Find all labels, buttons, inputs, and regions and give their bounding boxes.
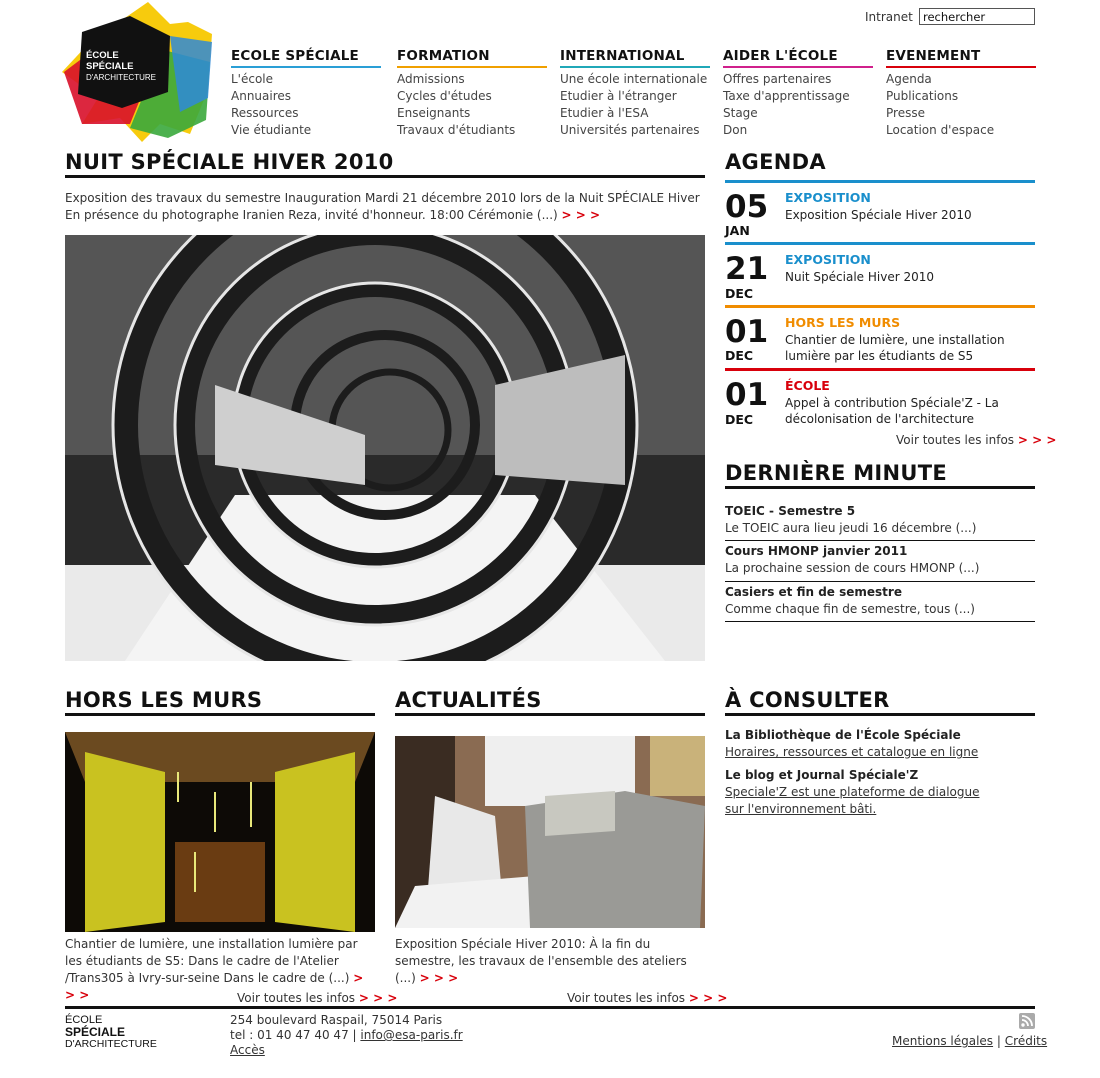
intranet-link[interactable]: Intranet: [865, 10, 913, 24]
nav-item[interactable]: Universités partenaires: [560, 123, 700, 137]
agenda-day: 05: [725, 189, 769, 225]
nav-underline: [560, 66, 710, 68]
nav-heading[interactable]: INTERNATIONAL: [560, 48, 685, 64]
hors-les-murs-text: Chantier de lumière, une installation lumière par les étudiants de S5: Dans le cadre de l'Atelier /Trans305 à Ivry-sur-seine Dans le cadre de (...): [65, 937, 358, 985]
consulter-list: [725, 727, 1035, 818]
agenda-category[interactable]: HORS LES MURS: [785, 315, 901, 330]
agenda-category[interactable]: EXPOSITION: [785, 252, 871, 267]
nav-item[interactable]: Offres partenaires: [723, 72, 832, 86]
hors-les-murs-more-link[interactable]: > > >: [65, 971, 364, 1002]
feature-summary: [65, 190, 705, 224]
agenda-event-text[interactable]: Appel à contribution Spéciale'Z - La décolonisation de l'architecture: [785, 396, 999, 426]
actualites-see-all-label[interactable]: Voir toutes les infos: [567, 991, 686, 1005]
nav-column-evenement: [886, 48, 1036, 139]
news-item[interactable]: [725, 543, 1035, 582]
footer-rule: [65, 1006, 1035, 1009]
consulter-item-link[interactable]: Horaires, ressources et catalogue en ligne: [725, 745, 979, 759]
news-item-text[interactable]: Le TOEIC aura lieu jeudi 16 décembre (...): [725, 521, 977, 535]
feature-title[interactable]: NUIT SPÉCIALE HIVER 2010: [65, 150, 705, 178]
hors-les-murs-photo[interactable]: [65, 732, 375, 932]
actualites-text: Exposition Spéciale Hiver 2010: À la fin du semestre, les travaux de l'ensemble des ateliers (...): [395, 937, 687, 985]
a-consulter-title[interactable]: À CONSULTER: [725, 688, 1035, 716]
nav-item[interactable]: Admissions: [397, 72, 465, 86]
actualites-see-all-arrows[interactable]: > > >: [688, 991, 728, 1005]
footer-legal-links: [892, 1034, 1047, 1049]
hors-les-murs-see-all-link[interactable]: [237, 991, 397, 1005]
footer-logo-line: ÉCOLE: [65, 1014, 103, 1026]
actualites-photo[interactable]: [395, 736, 705, 928]
nav-column-aider: [723, 48, 873, 139]
nav-underline: [231, 66, 381, 68]
actualites-summary: [395, 936, 705, 987]
nav-item[interactable]: Ressources: [231, 106, 299, 120]
nav-item[interactable]: Taxe d'apprentissage: [723, 89, 850, 103]
agenda-see-all-label[interactable]: Voir toutes les infos: [896, 433, 1015, 447]
rss-icon[interactable]: [1019, 1013, 1035, 1029]
agenda-day: 01: [725, 314, 769, 350]
hors-les-murs-see-all-arrows[interactable]: > > >: [358, 991, 398, 1005]
nav-item[interactable]: Une école internationale: [560, 72, 708, 86]
legal-notice-link[interactable]: Mentions légales: [892, 1034, 994, 1048]
footer-address: 254 boulevard Raspail, 75014 Paris: [230, 1013, 443, 1027]
nav-underline: [397, 66, 547, 68]
feature-photo[interactable]: [65, 235, 705, 661]
agenda-month: DEC: [725, 286, 754, 301]
agenda-event-text[interactable]: Exposition Spéciale Hiver 2010: [785, 208, 972, 222]
consulter-item-title[interactable]: La Bibliothèque de l'École Spéciale: [725, 728, 961, 742]
agenda-month: JAN: [725, 223, 750, 238]
footer-logo-line: D'ARCHITECTURE: [65, 1038, 157, 1050]
nav-underline: [723, 66, 873, 68]
nav-item[interactable]: Agenda: [886, 72, 932, 86]
nav-item[interactable]: Vie étudiante: [231, 123, 312, 137]
nav-underline: [886, 66, 1036, 68]
derniere-minute-title[interactable]: DERNIÈRE MINUTE: [725, 461, 1035, 489]
agenda-event-text[interactable]: Nuit Spéciale Hiver 2010: [785, 270, 934, 284]
logo-text-2: SPÉCIALE: [86, 61, 134, 72]
news-item-title[interactable]: TOEIC - Semestre 5: [725, 504, 856, 518]
agenda-day: 21: [725, 251, 769, 287]
nav-heading[interactable]: FORMATION: [397, 48, 490, 64]
agenda-see-all-arrows[interactable]: > > >: [1017, 433, 1057, 447]
nav-item[interactable]: Cycles d'études: [397, 89, 492, 103]
nav-heading[interactable]: ECOLE SPÉCIALE: [231, 48, 359, 64]
hors-les-murs-see-all-label[interactable]: Voir toutes les infos: [237, 991, 356, 1005]
nav-column-international: [560, 48, 710, 139]
agenda-day: 01: [725, 377, 769, 413]
agenda-event-text[interactable]: Chantier de lumière, une installation lumière par les étudiants de S5: [785, 333, 1005, 363]
nav-item[interactable]: Enseignants: [397, 106, 471, 120]
nav-item[interactable]: Stage: [723, 106, 758, 120]
agenda-category[interactable]: EXPOSITION: [785, 190, 871, 205]
footer-logo-line: SPÉCIALE: [65, 1025, 126, 1039]
school-logo[interactable]: [60, 2, 220, 142]
news-item-text[interactable]: Comme chaque fin de semestre, tous (...): [725, 602, 975, 616]
footer-contact: [230, 1028, 463, 1043]
news-item[interactable]: [725, 503, 1035, 541]
news-item-text[interactable]: La prochaine session de cours HMONP (...): [725, 561, 980, 575]
credits-link[interactable]: Crédits: [1004, 1034, 1048, 1048]
footer-logo[interactable]: [65, 1014, 157, 1050]
nav-column-formation: [397, 48, 547, 139]
consulter-item-title[interactable]: Le blog et Journal Spéciale'Z: [725, 768, 919, 782]
nav-item[interactable]: Etudier à l'étranger: [560, 89, 677, 103]
nav-item[interactable]: Location d'espace: [886, 123, 995, 137]
nav-item[interactable]: Publications: [886, 89, 959, 103]
search-input[interactable]: [919, 8, 1035, 25]
agenda-separator: [725, 180, 1035, 183]
footer-separator: |: [996, 1034, 1001, 1048]
agenda-see-all-link[interactable]: [896, 433, 1056, 447]
agenda-month: DEC: [725, 412, 754, 427]
agenda-month: DEC: [725, 348, 754, 363]
news-item[interactable]: [725, 584, 1035, 622]
news-item-title[interactable]: Cours HMONP janvier 2011: [725, 544, 908, 558]
nav-column-ecole: [231, 48, 381, 139]
agenda-separator: [725, 242, 1035, 245]
consulter-item-link[interactable]: Speciale'Z est une plateforme de dialogue sur l'environnement bâti.: [725, 785, 980, 816]
nav-item[interactable]: Don: [723, 123, 748, 137]
actualites-see-all-link[interactable]: [567, 991, 727, 1005]
nav-item[interactable]: Annuaires: [231, 89, 292, 103]
logo-text-1: ÉCOLE: [86, 50, 119, 61]
nav-item[interactable]: Presse: [886, 106, 925, 120]
agenda-category[interactable]: ÉCOLE: [785, 378, 830, 393]
footer-phone: tel : 01 40 47 40 47 |: [230, 1028, 357, 1042]
agenda-title[interactable]: AGENDA: [725, 150, 826, 174]
nav-item[interactable]: Etudier à l'ESA: [560, 106, 649, 120]
actualites-more-link[interactable]: > > >: [419, 971, 459, 985]
nav-item[interactable]: L'école: [231, 72, 274, 86]
agenda-separator: [725, 368, 1035, 371]
feature-more-link[interactable]: > > >: [561, 208, 601, 222]
logo-text-3: D'ARCHITECTURE: [86, 73, 156, 82]
nav-heading[interactable]: AIDER L'ÉCOLE: [723, 48, 838, 64]
footer-email-link[interactable]: info@esa-paris.fr: [360, 1028, 463, 1042]
feature-text: Exposition des travaux du semestre Inauguration Mardi 21 décembre 2010 lors de la Nuit SPÉCIALE Hiver En présence du photographe Iranien Reza, invité d'honneur. 18:00 Cérémonie (...): [65, 191, 700, 222]
news-item-title[interactable]: Casiers et fin de semestre: [725, 585, 902, 599]
hors-les-murs-title[interactable]: HORS LES MURS: [65, 688, 375, 716]
agenda-separator: [725, 305, 1035, 308]
actualites-title[interactable]: ACTUALITÉS: [395, 688, 705, 716]
nav-heading[interactable]: EVENEMENT: [886, 48, 981, 64]
nav-item[interactable]: Travaux d'étudiants: [397, 123, 516, 137]
footer-access-link[interactable]: Accès: [230, 1043, 265, 1057]
